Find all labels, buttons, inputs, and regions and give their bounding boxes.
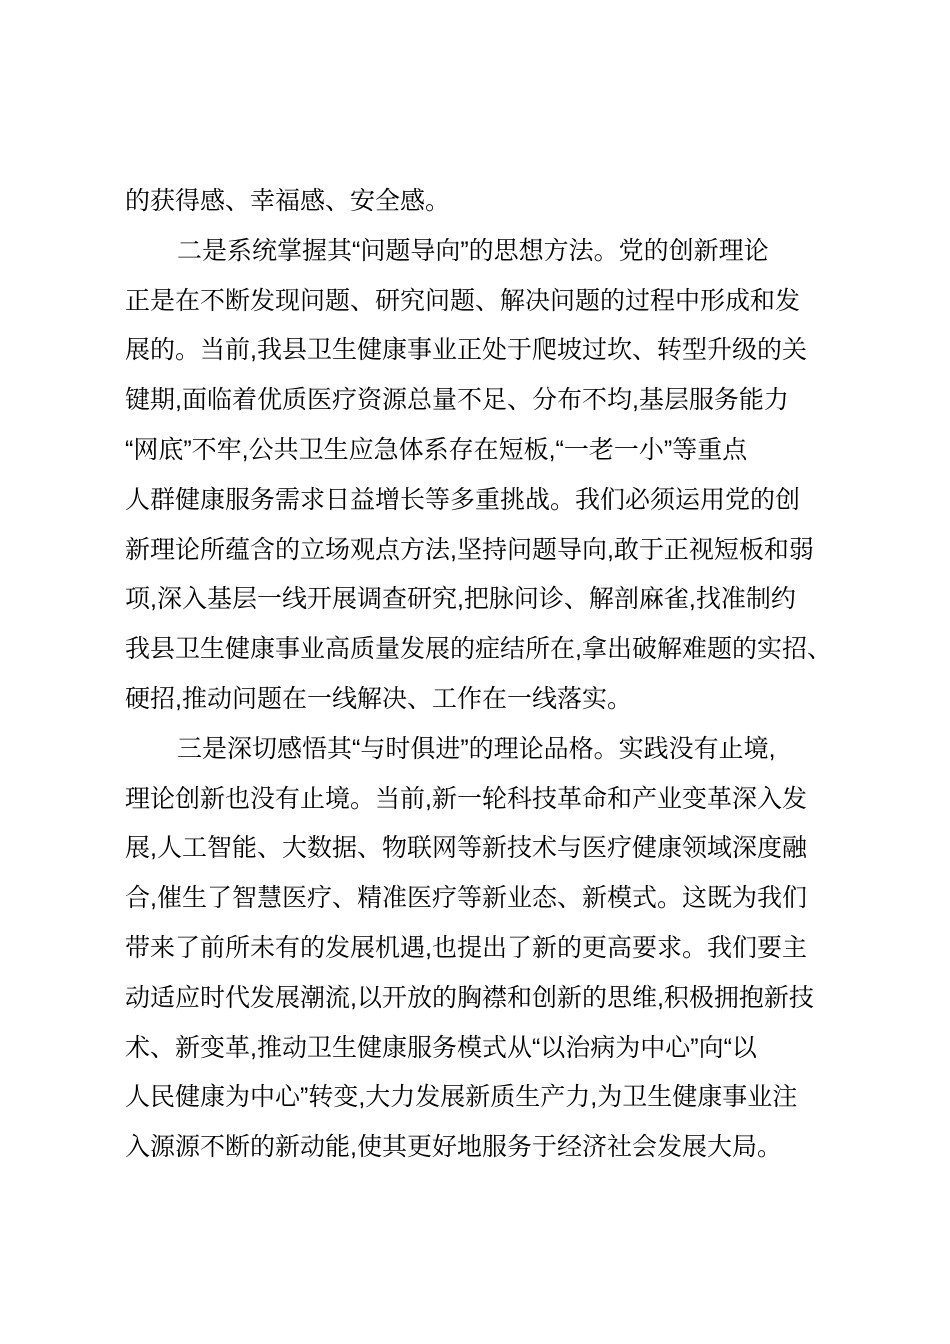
text-line: 展的。当前,我县卫生健康事业正处于爬坡过坎、转型升级的关 xyxy=(125,336,807,365)
text-line: 二是系统掌握其“问题导向”的思想方法。党的创新理论 xyxy=(177,236,769,265)
text-line: 硬招,推动问题在一线解决、工作在一线落实。 xyxy=(125,684,632,713)
text-line: 展,人工智能、大数据、物联网等新技术与医疗健康领域深度融 xyxy=(125,834,807,863)
text-line: 正是在不断发现问题、研究问题、解决问题的过程中形成和发 xyxy=(125,286,801,315)
text-line: 新理论所蕴含的立场观点方法,坚持问题导向,敢于正视短板和弱 xyxy=(125,535,814,564)
text-line: 合,催生了智慧医疗、精准医疗等新业态、新模式。这既为我们 xyxy=(125,884,807,913)
text-line: 三是深切感悟其“与时俱进”的理论品格。实践没有止境, xyxy=(177,734,776,763)
text-line: 人群健康服务需求日益增长等多重挑战。我们必须运用党的创 xyxy=(125,485,801,514)
text-line: 的获得感、幸福感、安全感。 xyxy=(125,187,451,215)
document-text-block xyxy=(125,177,841,1173)
text-line: 术、新变革,推动卫生健康服务模式从“以治病为中心”向“以 xyxy=(125,1033,757,1062)
text-line: 带来了前所未有的发展机遇,也提出了新的更高要求。我们要主 xyxy=(125,933,807,962)
text-line: “网底”不牢,公共卫生应急体系存在短板,“一老一小”等重点 xyxy=(125,435,748,464)
text-line: 键期,面临着优质医疗资源总量不足、分布不均,基层服务能力 xyxy=(125,386,789,415)
text-line: 项,深入基层一线开展调查研究,把脉问诊、解剖麻雀,找准制约 xyxy=(125,585,796,614)
text-line: 人民健康为中心”转变,大力发展新质生产力,为卫生健康事业注 xyxy=(125,1083,798,1112)
text-line: 动适应时代发展潮流,以开放的胸襟和创新的思维,积极拥抱新技 xyxy=(125,983,814,1012)
text-line: 我县卫生健康事业高质量发展的症结所在,拿出破解难题的实招、 xyxy=(125,635,832,664)
text-line: 入源源不断的新动能,使其更好地服务于经济社会发展大局。 xyxy=(125,1133,782,1162)
text-line: 理论创新也没有止境。当前,新一轮科技革命和产业变革深入发 xyxy=(125,784,807,813)
